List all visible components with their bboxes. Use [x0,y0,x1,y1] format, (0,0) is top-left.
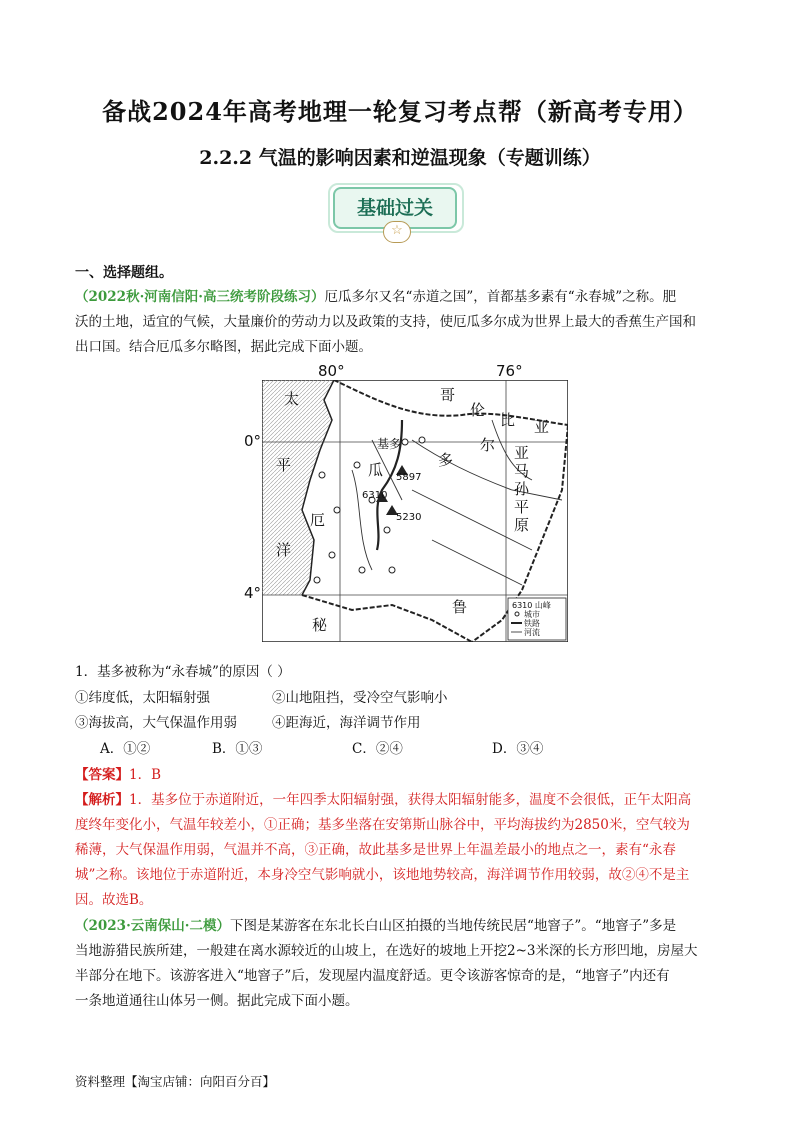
map-label: 比 [500,411,516,429]
source-label: （2022秋·河南信阳·高三统考阶段练习） [75,289,325,305]
map-legend [508,598,566,640]
map-label: 洋 [276,541,292,559]
longitude-label: 76° [496,362,523,380]
badge-label: 基础过关 [356,197,433,219]
document-title: 备战2024年高考地理一轮复习考点帮（新高考专用） [102,97,698,126]
analysis-tag: 【解析】 [75,792,129,808]
peak-label: 5897 [396,472,422,483]
intro-line: 当地游猎民族所建，一般建在离水源较近的山坡上，在选好的坡地上开挖2~3米深的长方形凹地，房屋大 [75,943,698,959]
map-label: 瓜 [368,461,384,479]
choice-item: ③海拔高，大气保温作用弱 [75,715,237,731]
analysis-block [75,788,735,913]
map-label: 孙 [514,480,530,498]
intro-line: 下图是某游客在东北长白山区拍摄的当地传统民居“地窨子”。“地窨子”多是 [229,918,677,934]
question-1 [75,660,735,685]
longitude-label: 80° [318,362,345,380]
map-label: 伦 [470,401,486,419]
analysis-line: 因。故选B。 [75,892,153,908]
map-label: 尔 [480,436,496,454]
map-label: 原 [514,516,530,534]
star-icon: ☆ [383,221,411,243]
section-heading: 一、选择题组。 [75,265,173,281]
question-group-2-intro [75,914,735,1014]
legend-item: 6310 山峰 [512,601,551,610]
map-label: 厄 [310,511,326,529]
legend-item: 城市 [524,610,540,619]
page-footer: 资料整理【淘宝店铺：向阳百分百】 [75,1074,276,1089]
map-label: 平 [514,498,530,516]
choice-item: ②山地阻挡，受冷空气影响小 [272,690,448,706]
choice-item: ④距海近，海洋调节作用 [272,715,421,731]
answer-option-a: A．①② [100,741,151,757]
answer-tag: 【答案】 [75,767,129,783]
intro-line: 半部分在地下。该游客进入“地窨子”后，发现屋内温度舒适。更令该游客惊奇的是，“地窨子”内还有 [75,968,670,984]
answer-option-c: C．②④ [352,741,403,757]
map-label: 马 [514,462,530,480]
map-label: 太 [284,390,300,408]
basic-level-badge [328,183,466,237]
latitude-label: 0° [244,432,262,450]
analysis-line: 稀薄，大气保温作用弱，气温并不高，③正确，故此基多是世界上年温差最小的地点之一，素有“永春 [75,842,676,858]
answer-block [75,763,735,788]
source-label: （2023·云南保山·二模） [75,918,230,934]
document-subtitle: 2.2.2 气温的影响因素和逆温现象（专题训练） [199,147,601,169]
intro-line: 沃的土地，适宜的气候，大量廉价的劳动力以及政策的支持，使厄瓜多尔成为世界上最大的香蕉生产国和 [75,314,696,330]
ecuador-map [262,380,568,642]
analysis-line: 1．基多位于赤道附近，一年四季太阳辐射强，获得太阳辐射能多，温度不会很低，正午太阳高 [129,792,692,808]
intro-line: 一条地道通往山体另一侧。据此完成下面小题。 [75,993,359,1009]
map-label: 亚 [534,418,550,436]
latitude-label: 4° [244,584,262,602]
map-label: 鲁 [452,598,468,616]
answer-option-b: B．①③ [212,741,263,757]
map-label: 亚 [514,444,530,462]
map-label: 秘 [312,616,328,634]
city-label-quito: 基多 [377,437,402,451]
map-label: 平 [276,456,292,474]
answer-option-d: D．③④ [492,741,544,757]
peak-label: 6310 [362,490,388,501]
map-label: 哥 [440,386,456,404]
intro-line: 出口国。结合厄瓜多尔略图，据此完成下面小题。 [75,339,372,355]
answer-text: 1．B [129,767,162,783]
intro-line: 厄瓜多尔又名“赤道之国”，首都基多素有“永春城”之称。肥 [324,289,677,305]
choice-item: ①纬度低，太阳辐射强 [75,690,210,706]
legend-item: 铁路 [524,619,540,628]
analysis-line: 城”之称。该地位于赤道附近，本身冷空气影响就小，该地地势较高，海洋调节作用较弱，故②④不是主 [75,867,690,883]
question-group-1-intro [75,285,735,360]
peak-label: 5230 [396,512,422,523]
question-stem: 1．基多被称为“永春城”的原因（ ） [75,664,291,680]
legend-item: 河流 [524,628,540,637]
map-label: 多 [438,451,454,469]
analysis-line: 度终年变化小，气温年较差小，①正确；基多坐落在安第斯山脉谷中，平均海拔约为2850米，空气较为 [75,817,690,833]
